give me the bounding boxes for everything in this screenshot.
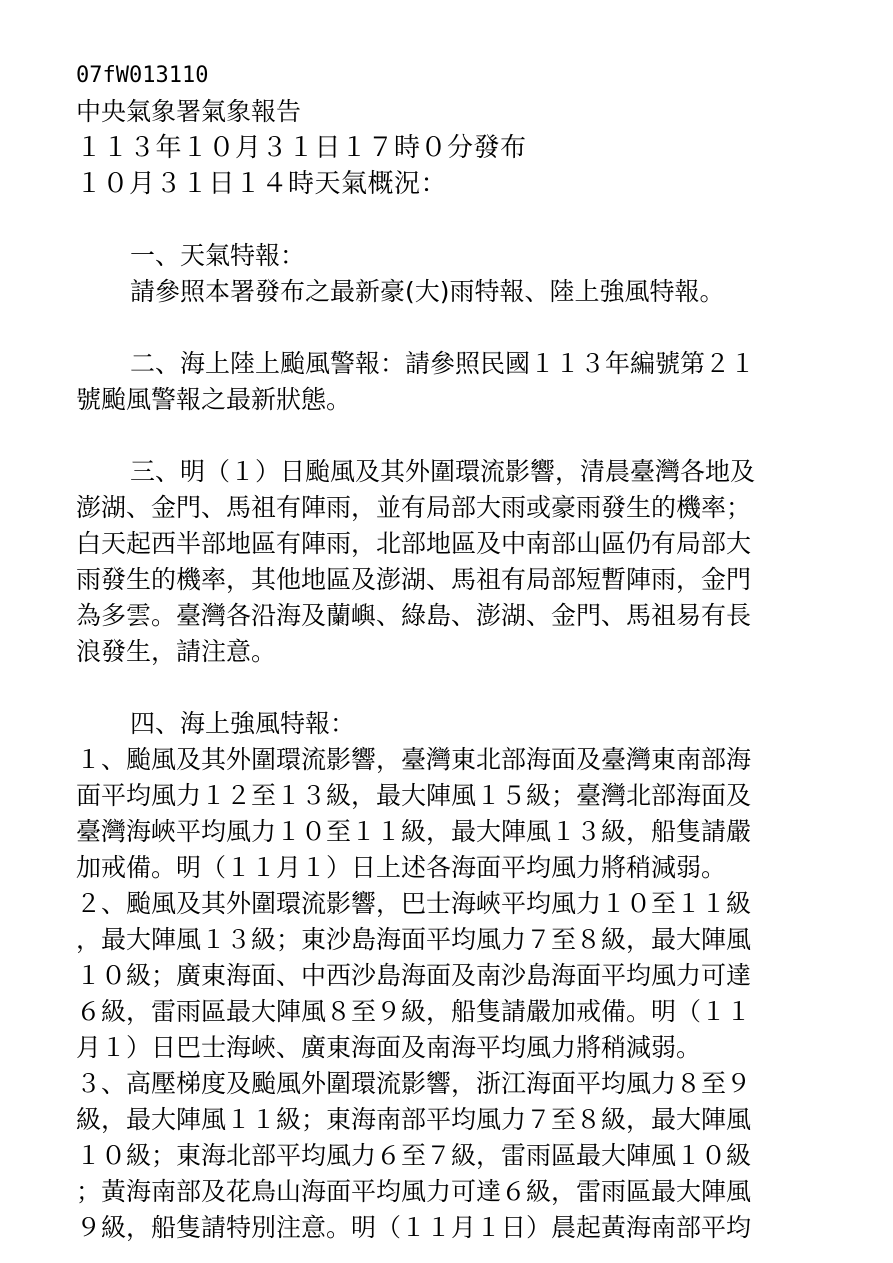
section-4-line: ３、高壓梯度及颱風外圍環流影響，浙江海面平均風力８至９ xyxy=(76,1069,752,1098)
section-4-line: 月１）日巴士海峽、廣東海面及南海平均風力將稍減弱。 xyxy=(76,1033,702,1062)
section-4-line: 加戒備。明（１１月１）日上述各海面平均風力將稍減弱。 xyxy=(76,853,727,882)
section-4-line: 面平均風力１２至１３級，最大陣風１５級；臺灣北部海面及 xyxy=(76,781,752,810)
document-id: 07fW013110 xyxy=(76,63,209,88)
section-4-line: 臺灣海峽平均風力１０至１１級，最大陣風１３級，船隻請嚴 xyxy=(76,817,752,846)
section-4-line: ６級，雷雨區最大陣風８至９級，船隻請嚴加戒備。明（１１ xyxy=(76,997,752,1026)
section-1-text: 請參照本署發布之最新豪(大)雨特報、陸上強風特報。 xyxy=(130,277,725,306)
section-3-line-6: 浪發生，請注意。 xyxy=(76,637,277,666)
section-4-line: ；黃海南部及花鳥山海面平均風力可達６級，雷雨區最大陣風 xyxy=(76,1177,752,1206)
section-3-line-3: 白天起西半部地區有陣雨，北部地區及中南部山區仍有局部大 xyxy=(76,529,752,558)
section-4-line: ，最大陣風１３級；東沙島海面平均風力７至８級，最大陣風 xyxy=(76,925,752,954)
section-4-line: １、颱風及其外圍環流影響，臺灣東北部海面及臺灣東南部海 xyxy=(76,745,752,774)
spacer xyxy=(76,202,816,238)
issue-datetime: １１３年１０月３１日１７時０分發布 xyxy=(76,133,527,163)
weather-report-document xyxy=(76,58,816,1246)
section-4-line: ２、颱風及其外圍環流影響，巴士海峽平均風力１０至１１級 xyxy=(76,889,752,918)
section-3-line-2: 澎湖、金門、馬祖有陣雨，並有局部大雨或豪雨發生的機率； xyxy=(76,493,752,522)
section-4-line: １０級；東海北部平均風力６至７級，雷雨區最大陣風１０級 xyxy=(76,1141,752,1170)
section-4-heading: 四、海上強風特報： xyxy=(130,709,356,738)
overview-datetime: １０月３１日１４時天氣概況： xyxy=(76,169,448,199)
section-2-line-2: 號颱風警報之最新狀態。 xyxy=(76,385,352,414)
section-4-line: 級，最大陣風１１級；東海南部平均風力７至８級，最大陣風 xyxy=(76,1105,752,1134)
section-4-line: １０級；廣東海面、中西沙島海面及南沙島海面平均風力可達 xyxy=(76,961,752,990)
section-3-line-4: 雨發生的機率，其他地區及澎湖、馬祖有局部短暫陣雨，金門 xyxy=(76,565,752,594)
report-title: 中央氣象署氣象報告 xyxy=(76,97,302,126)
section-3-line-1: 三、明（１）日颱風及其外圍環流影響，清晨臺灣各地及 xyxy=(130,457,756,486)
spacer xyxy=(76,310,816,346)
section-3-line-5: 為多雲。臺灣各沿海及蘭嶼、綠島、澎湖、金門、馬祖易有長 xyxy=(76,601,752,630)
spacer xyxy=(76,418,816,454)
section-1-heading: 一、天氣特報： xyxy=(130,241,306,270)
section-2-line-1: 二、海上陸上颱風警報：請參照民國１１３年編號第２１ xyxy=(130,349,756,378)
spacer xyxy=(76,670,816,706)
section-4-line: ９級，船隻請特別注意。明（１１月１日）晨起黃海南部平均 xyxy=(76,1213,752,1242)
